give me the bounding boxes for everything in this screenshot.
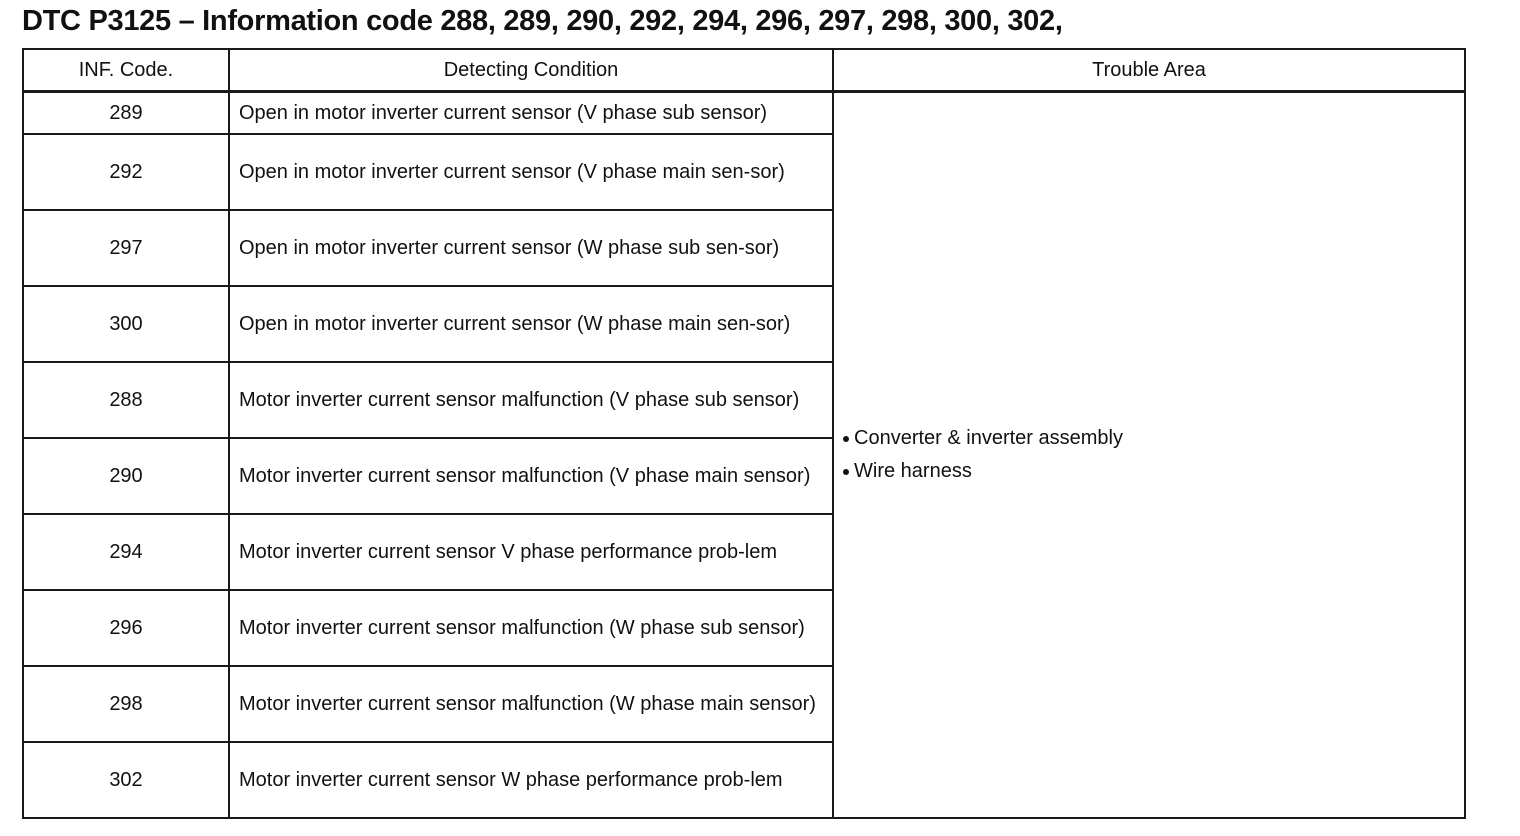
detecting-condition-cell: Motor inverter current sensor malfunction (V phase main sensor) xyxy=(229,438,833,514)
header-trouble-area: Trouble Area xyxy=(833,49,1465,92)
detecting-condition-cell: Open in motor inverter current sensor (W phase sub sen-sor) xyxy=(229,210,833,286)
inf-code-cell: 289 xyxy=(23,92,229,135)
detecting-condition-cell: Open in motor inverter current sensor (V phase main sen-sor) xyxy=(229,134,833,210)
inf-code-cell: 296 xyxy=(23,590,229,666)
detecting-condition-cell: Open in motor inverter current sensor (W phase main sen-sor) xyxy=(229,286,833,362)
detecting-condition-cell: Open in motor inverter current sensor (V phase sub sensor) xyxy=(229,92,833,135)
trouble-area-list xyxy=(842,422,1464,488)
page-title: DTC P3125 – Information code 288, 289, 290, 292, 294, 296, 297, 298, 300, 302, xyxy=(22,5,1063,37)
inf-code-cell: 294 xyxy=(23,514,229,590)
table-row xyxy=(23,92,1465,135)
header-inf-code: INF. Code. xyxy=(23,49,229,92)
dtc-table xyxy=(22,48,1466,819)
header-detecting-condition: Detecting Condition xyxy=(229,49,833,92)
detecting-condition-cell: Motor inverter current sensor malfunction (W phase main sensor) xyxy=(229,666,833,742)
inf-code-cell: 290 xyxy=(23,438,229,514)
inf-code-cell: 302 xyxy=(23,742,229,818)
inf-code-cell: 292 xyxy=(23,134,229,210)
inf-code-cell: 300 xyxy=(23,286,229,362)
inf-code-cell: 297 xyxy=(23,210,229,286)
detecting-condition-cell: Motor inverter current sensor malfunction (W phase sub sensor) xyxy=(229,590,833,666)
detecting-condition-cell: Motor inverter current sensor malfunction (V phase sub sensor) xyxy=(229,362,833,438)
inf-code-cell: 298 xyxy=(23,666,229,742)
detecting-condition-cell: Motor inverter current sensor W phase performance prob-lem xyxy=(229,742,833,818)
trouble-area-item: Converter & inverter assembly xyxy=(842,422,1464,455)
inf-code-cell: 288 xyxy=(23,362,229,438)
table-header-row xyxy=(23,49,1465,92)
detecting-condition-cell: Motor inverter current sensor V phase performance prob-lem xyxy=(229,514,833,590)
trouble-area-cell xyxy=(833,92,1465,819)
trouble-area-item: Wire harness xyxy=(842,455,1464,488)
